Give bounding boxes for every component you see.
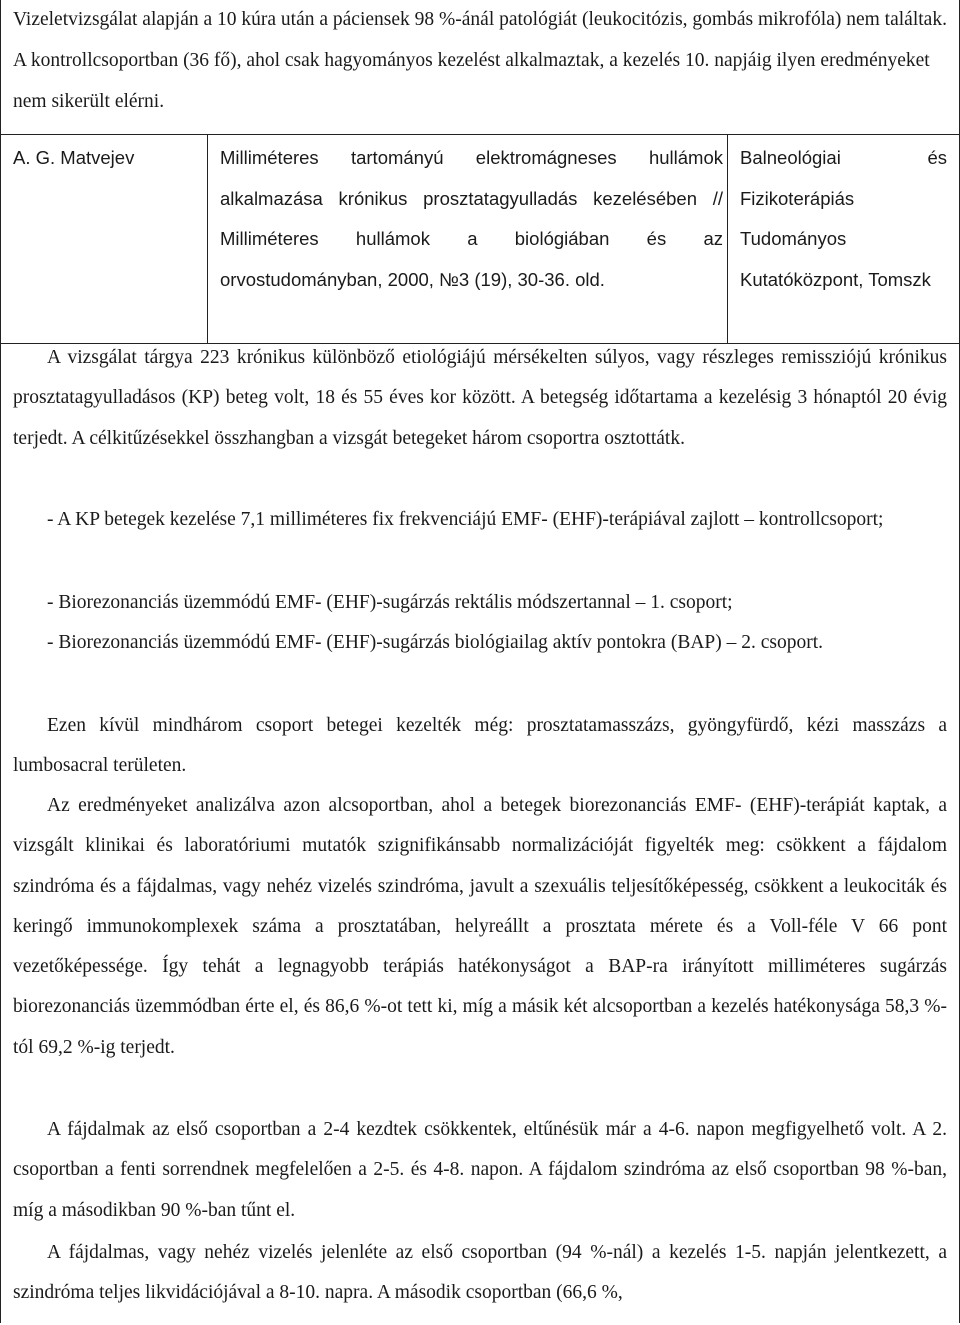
study-subject-paragraph: A vizsgálat tárgya 223 krónikus különböző etiológiájú mérsékelten súlyos, vagy részleges remissziójú krónikus prosztatagyulladásos (KP) beteg volt, 18 és 55 éves kor között. A betegség időtartama a kezelésig 3 hónaptól 20 évig terjedt. A célkitűzésekkel összhangban a vizsgát betegeket három csoportra osztottátk. xyxy=(13,347,947,449)
reference-author: A. G. Matvejev xyxy=(13,147,135,168)
group-1-paragraph: - Biorezonanciás üzemmódú EMF- (EHF)-sugárzás rektális módszertannal – 1. csoport; xyxy=(47,592,733,613)
urination-paragraph: A fájdalmas, vagy nehéz vizelés jelenléte az első csoportban (94 %-nál) a kezelés 1-5. napján jelentkezett, a szindróma teljes likvidációjával a 8-10. napra. A második csoportban (66,6 %, xyxy=(13,1242,947,1304)
reference-institution: Balneológiai és Fizikoterápiás Tudományos Kutatóközpont, Tomszk xyxy=(727,135,959,343)
reference-table xyxy=(1,134,959,344)
additional-treatment-paragraph: Ezen kívül mindhárom csoport betegei kezelték még: prosztatamasszázs, gyöngyfürdő, kézi masszázs a lumbosacral területen. xyxy=(13,715,947,777)
pain-paragraph: A fájdalmak az első csoportban a 2-4 kezdtek csökkentek, eltűnésük már a 4-6. napon megfigyelhető volt. A 2. csoportban a fenti sorrendnek megfelelően a 2-5. és 4-8. napon. A fájdalom szindróma az első csoportban 98 %-ban, míg a másodikban 90 %-ban tűnt el. xyxy=(13,1119,947,1221)
results-paragraph: Az eredményeket analizálva azon alcsoportban, ahol a betegek biorezonanciás EMF- (EHF)-terápiát kaptak, a vizsgált klinikai és laboratóriumi mutatók szignifikánsabb normalizációját figyelték meg: csökkent a fájdalom szindróma és a fájdalmas, vagy nehéz vizelés szindróma, javult a szexuális teljesítőképesség, csökkent a leukociták és keringő immunokomplexek száma a prosztatában, helyreállt a prosztata mérete és a Voll-féle V 66 pont vezetőképessége. Így tehát a legnagyobb terápiás hatékonyságot a BAP-ra irányított milliméteres sugárzás biorezonanciás üzemmódban érte el, és 86,6 %-ot tett ki, míg a másik két alcsoportban a kezelés hatékonysága 58,3 %-tól 69,2 %-ig terjedt. xyxy=(13,795,947,1058)
intro-paragraph: Vizeletvizsgálat alapján a 10 kúra után a páciensek 98 %-ánál patológiát (leukocitózis, gombás mikrofóla) nem találtak. A kontrollcsoportban (36 fő), ahol csak hagyományos kezelést alkalmaztak, a kezelés 10. napjáig ilyen eredményeket nem sikerült elérni. xyxy=(13,9,947,112)
group-control-paragraph: - A KP betegek kezelése 7,1 milliméteres fix frekvenciájú EMF- (EHF)-terápiával zajlott – kontrollcsoport; xyxy=(47,509,884,530)
reference-title: Milliméteres tartományú elektromágneses hullámok alkalmazása krónikus prosztatagyulladás kezelésében // Milliméteres hullámok a biológiában és az orvostudományban, 2000, №3 (19), 30-36. old. xyxy=(207,135,727,343)
group-2-paragraph: - Biorezonanciás üzemmódú EMF- (EHF)-sugárzás biológiailag aktív pontokra (BAP) – 2. csoport. xyxy=(47,632,824,653)
